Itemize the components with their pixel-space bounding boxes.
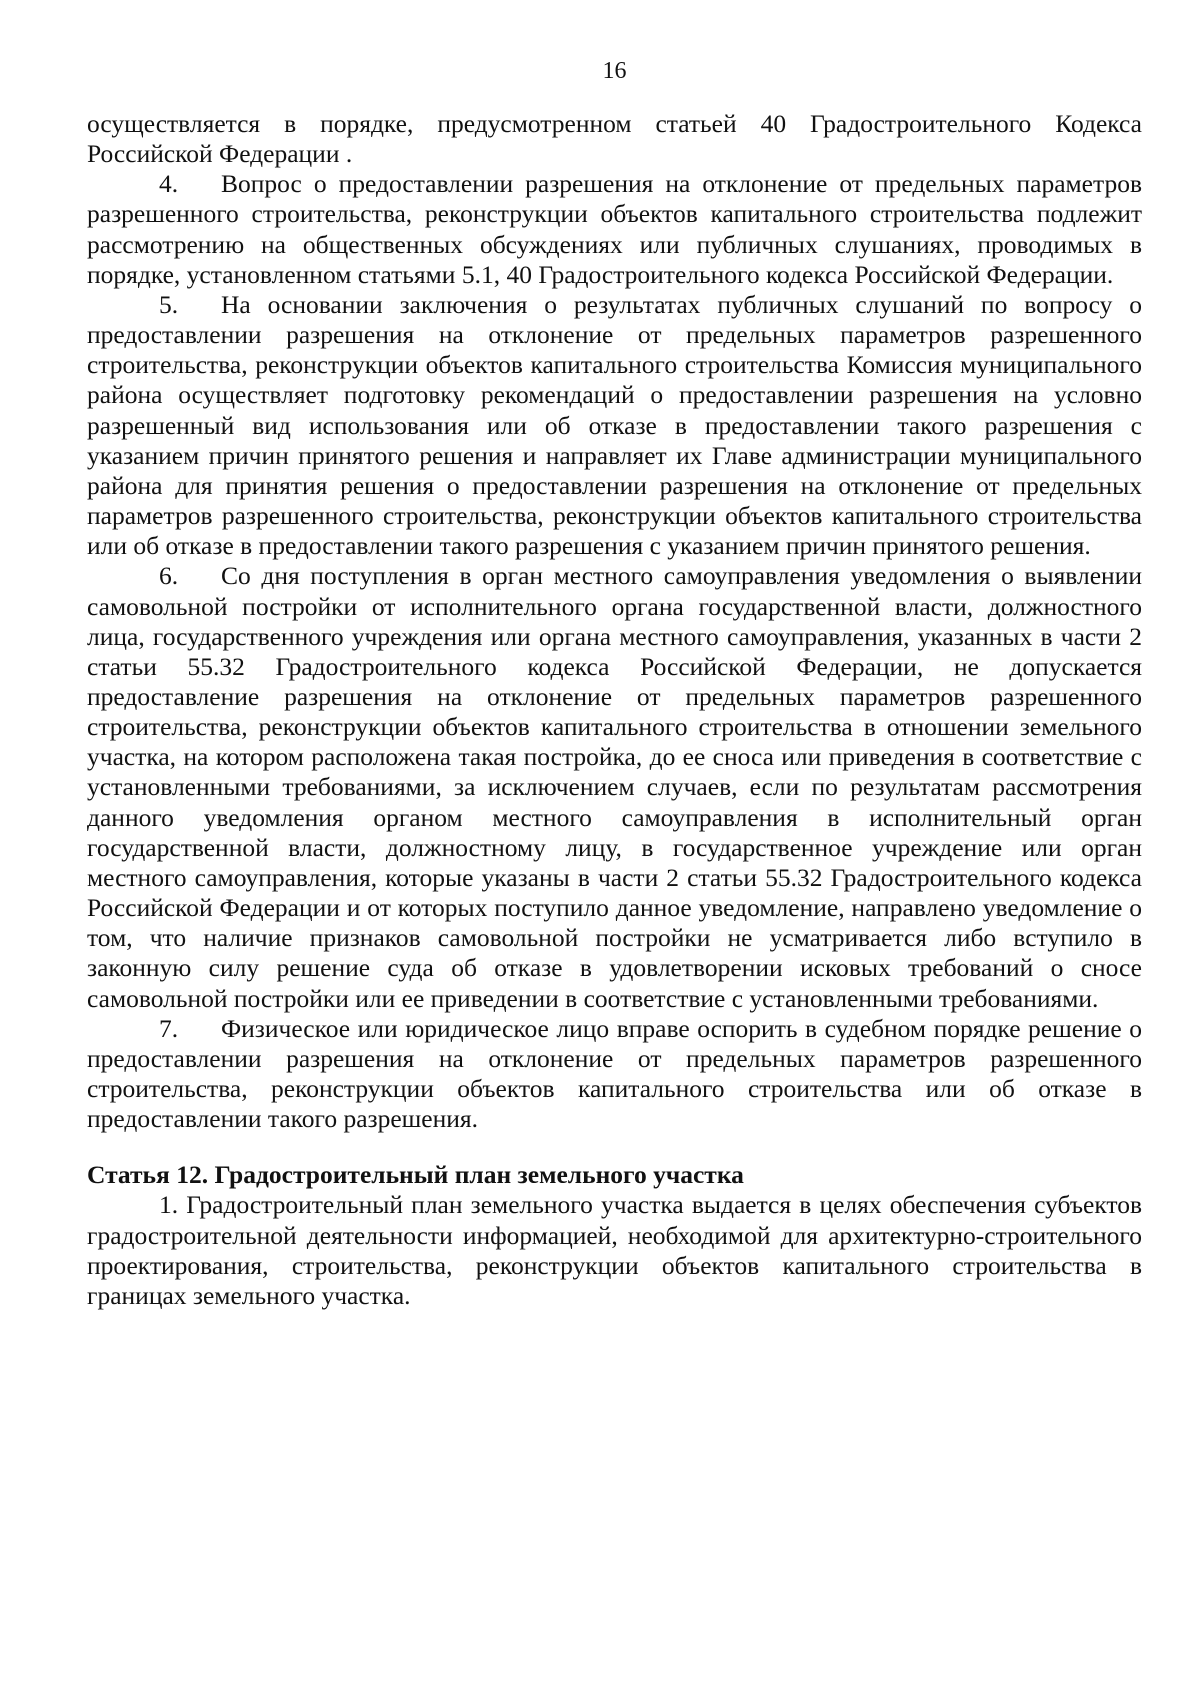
paragraph-text: Физическое или юридическое лицо вправе оспорить в судебном порядке решение о предоставлении разрешения на отклонение от предельных параметров разрешенного строительства, реконструкции объектов капитального строительства или об отказе в предоставлении такого разрешения.: [87, 1013, 1142, 1134]
paragraph-text: Со дня поступления в орган местного самоуправления уведомления о выявлении самовольной постройки от исполнительного органа государственной власти, должностного лица, государственного учреждения или органа местного самоуправления, указанных в части 2 статьи 55.32 Градостроительного кодекса Российской Федерации, не допускается предоставление разрешения на отклонение от предельных параметров разрешенного строительства, реконструкции объектов капитального строительства в отношении земельного участка, на котором расположена такая постройка, до ее сноса или приведения в соответствие с установленными требованиями, за исключением случаев, если по результатам рассмотрения данного уведомления органом местного самоуправления в исполнительный орган государственной власти, должностному лицу, в государственное учреждение или орган местного самоуправления, которые указаны в части 2 статьи 55.32 Градостроительного кодекса Российской Федерации и от которых поступило данное уведомление, направлено уведомление о том, что наличие признаков самовольной постройки не усматривается либо вступило в законную силу решение суда об отказе в удовлетворении исковых требований о сносе самовольной постройки или ее приведении в соответствие с установленными требованиями.: [87, 561, 1142, 1013]
paragraph-intro: осуществляется в порядке, предусмотренном статьей 40 Градостроительного Кодекса Российской Федерации .: [87, 109, 1142, 169]
paragraph-number: 4.: [159, 169, 179, 199]
paragraph-number: 5.: [159, 289, 179, 319]
document-body: [87, 109, 1142, 1311]
article-heading: Статья 12. Градостроительный план земельного участка: [87, 1160, 744, 1190]
document-page: [87, 55, 1142, 1311]
paragraph-4: [87, 169, 1142, 290]
article-12-paragraph-1: 1. Градостроительный план земельного участка выдается в целях обеспечения субъектов градостроительной деятельности информацией, необходимой для архитектурно-строительного проектирования, строительства, реконструкции объектов капитального строительства в границах земельного участка.: [87, 1190, 1142, 1310]
paragraph-5: [87, 290, 1142, 561]
paragraph-number: 6.: [159, 561, 179, 591]
paragraph-6: [87, 561, 1142, 1013]
paragraph-number: 7.: [159, 1013, 179, 1043]
paragraph-text: На основании заключения о результатах публичных слушаний по вопросу о предоставлении разрешения на отклонение от предельных параметров разрешенного строительства, реконструкции объектов капитального строительства Комиссия муниципального района осуществляет подготовку рекомендаций о предоставлении разрешения на условно разрешенный вид использования или об отказе в предоставлении такого разрешения с указанием причин принятого решения и направляет их Главе администрации муниципального района для принятия решения о предоставлении разрешения на отклонение от предельных параметров разрешенного строительства, реконструкции объектов капитального строительства или об отказе в предоставлении такого разрешения с указанием причин принятого решения.: [87, 289, 1142, 561]
page-number: 16: [602, 58, 627, 84]
paragraph-7: [87, 1014, 1142, 1135]
paragraph-text: Вопрос о предоставлении разрешения на отклонение от предельных параметров разрешенного строительства, реконструкции объектов капитального строительства подлежит рассмотрению на общественных обсуждениях или публичных слушаниях, проводимых в порядке, установленном статьями 5.1, 40 Градостроительного кодекса Российской Федерации.: [87, 169, 1142, 289]
